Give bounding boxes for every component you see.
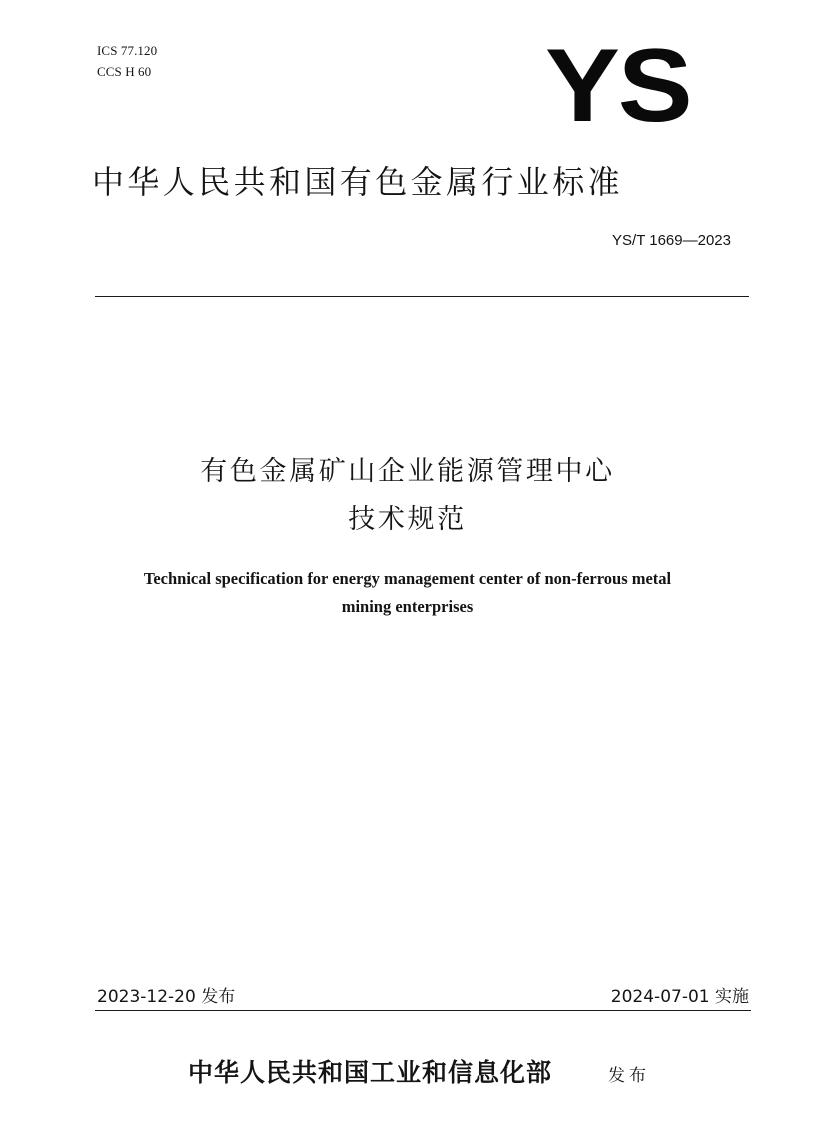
implementation-date: 2024-07-01 实施 [610,987,749,1007]
ics-code: ICS 77.120 [97,43,158,58]
chinese-title-line-1: 有色金属矿山企业能源管理中心 [200,456,615,487]
classification-codes [97,40,157,82]
english-title-line-2: mining enterprises [341,597,474,616]
issuing-suffix: 发布 [608,1066,650,1086]
standard-category-title: 中华人民共和国有色金属行业标准 [92,163,624,201]
top-divider [95,296,749,297]
standard-number: YS/T 1669—2023 [612,232,731,249]
ys-logo: YS [545,28,691,144]
issue-date: 2023-12-20 发布 [97,987,236,1007]
english-title-line-1: Technical specification for energy management center of non-ferrous metal [143,569,672,588]
bottom-divider [95,1010,751,1011]
chinese-title-line-2: 技术规范 [348,504,467,535]
ccs-code: CCS H 60 [97,64,152,79]
issuing-authority: 中华人民共和国工业和信息化部 [188,1058,553,1087]
